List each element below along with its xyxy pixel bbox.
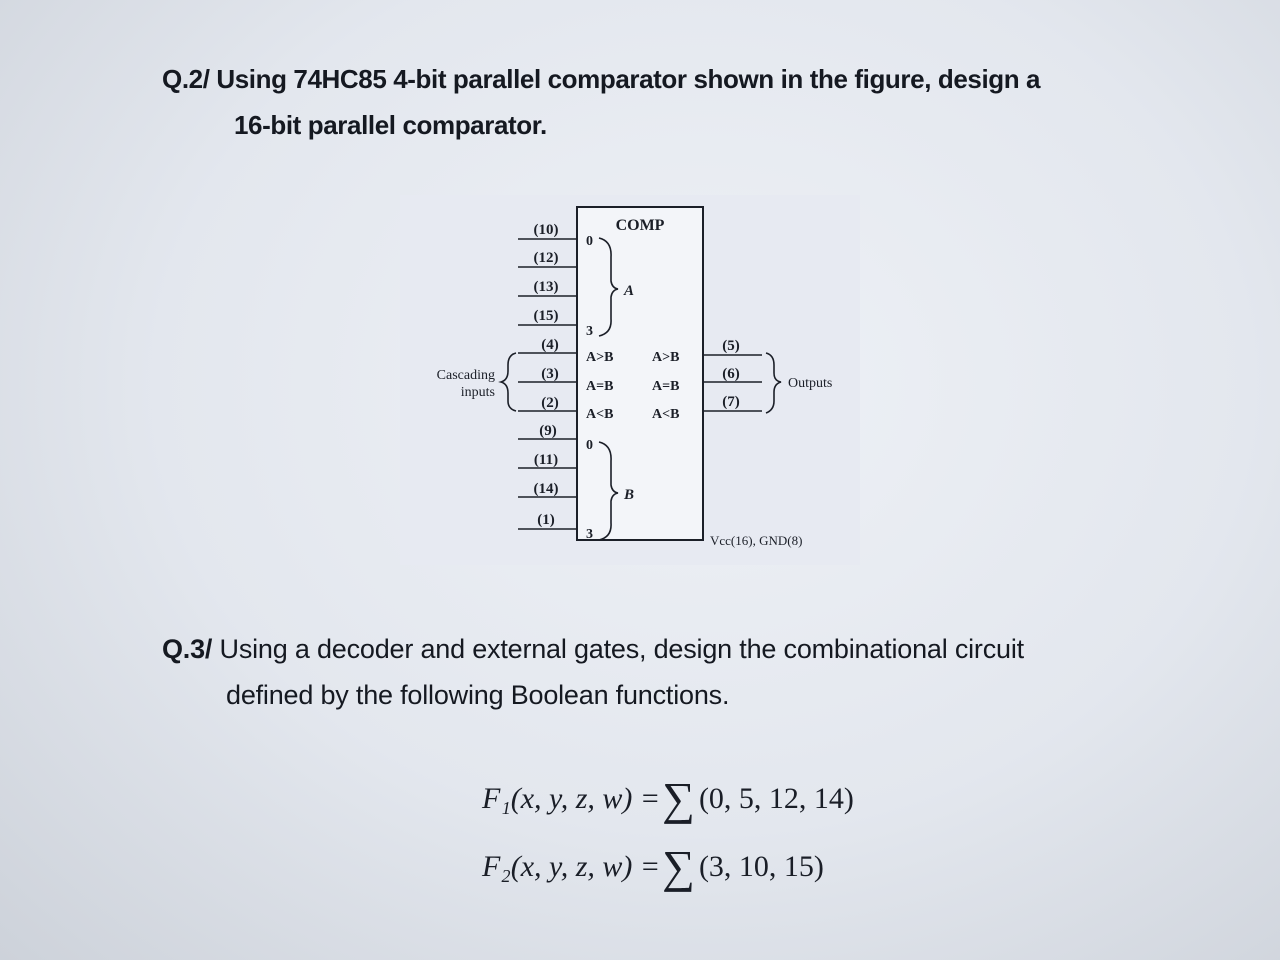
pin-b3: (1) <box>537 512 555 528</box>
equation-f1 <box>482 772 854 825</box>
pin-b2: (14) <box>533 481 559 497</box>
q3-line-1 <box>162 634 1024 665</box>
q2-line-1: Q.2/ Using 74HC85 4-bit parallel comparator shown in the figure, design a <box>162 64 1041 94</box>
chip-body <box>577 207 703 540</box>
equation-f2-rhs: (3, 10, 15) <box>698 850 824 883</box>
pin-a0: (10) <box>533 222 559 238</box>
equation-f2 <box>482 840 824 893</box>
cascade-rel-eq: A=B <box>586 379 614 394</box>
sigma-icon: ∑ <box>662 841 695 892</box>
power-label: Vcc(16), GND(8) <box>710 533 803 548</box>
pin-a2: (13) <box>533 279 559 295</box>
cascade-rel-gt: A>B <box>586 350 614 365</box>
output-rel-gt: A>B <box>652 350 680 365</box>
equation-f1-lhs: F₁(x, y, z, w) = <box>482 782 661 815</box>
pin-cascade-lt: (2) <box>541 395 559 411</box>
pin-out-gt: (5) <box>722 338 740 354</box>
cascade-rel-lt: A<B <box>586 407 614 422</box>
pin-b1: (11) <box>533 452 559 468</box>
output-rel-lt: A<B <box>652 407 680 422</box>
pin-out-lt: (7) <box>722 394 740 410</box>
output-rel-eq: A=B <box>652 379 680 394</box>
pin-cascade-eq: (3) <box>541 366 559 382</box>
sigma-icon: ∑ <box>662 773 695 824</box>
q3-line-2: defined by the following Boolean functions. <box>226 680 730 710</box>
chip-label: COMP <box>615 217 665 234</box>
q3-number: Q.3/ <box>162 634 213 664</box>
cascading-label-1: Cascading <box>436 368 495 383</box>
pin-out-eq: (6) <box>722 366 740 382</box>
q3-line-1-text: Using a decoder and external gates, design the combinational circuit <box>212 634 1024 664</box>
group-a-label: A <box>624 283 635 299</box>
a-bit-high: 3 <box>586 324 593 339</box>
equation-f1-rhs: (0, 5, 12, 14) <box>698 782 854 815</box>
pin-b0: (9) <box>539 423 557 439</box>
q2-line-2: 16-bit parallel comparator. <box>234 110 547 140</box>
outputs-label: Outputs <box>788 376 833 391</box>
b-bit-low: 0 <box>586 438 593 453</box>
pin-a1: (12) <box>533 250 559 266</box>
pin-cascade-gt: (4) <box>541 337 559 353</box>
comparator-figure <box>400 195 860 565</box>
cascading-label-2: inputs <box>460 385 495 400</box>
equation-f2-lhs: F₂(x, y, z, w) = <box>482 850 661 883</box>
group-b-label: B <box>624 487 635 503</box>
b-bit-high: 3 <box>586 527 593 542</box>
pin-a3: (15) <box>533 308 559 324</box>
comparator-diagram <box>400 195 860 565</box>
a-bit-low: 0 <box>586 234 593 249</box>
